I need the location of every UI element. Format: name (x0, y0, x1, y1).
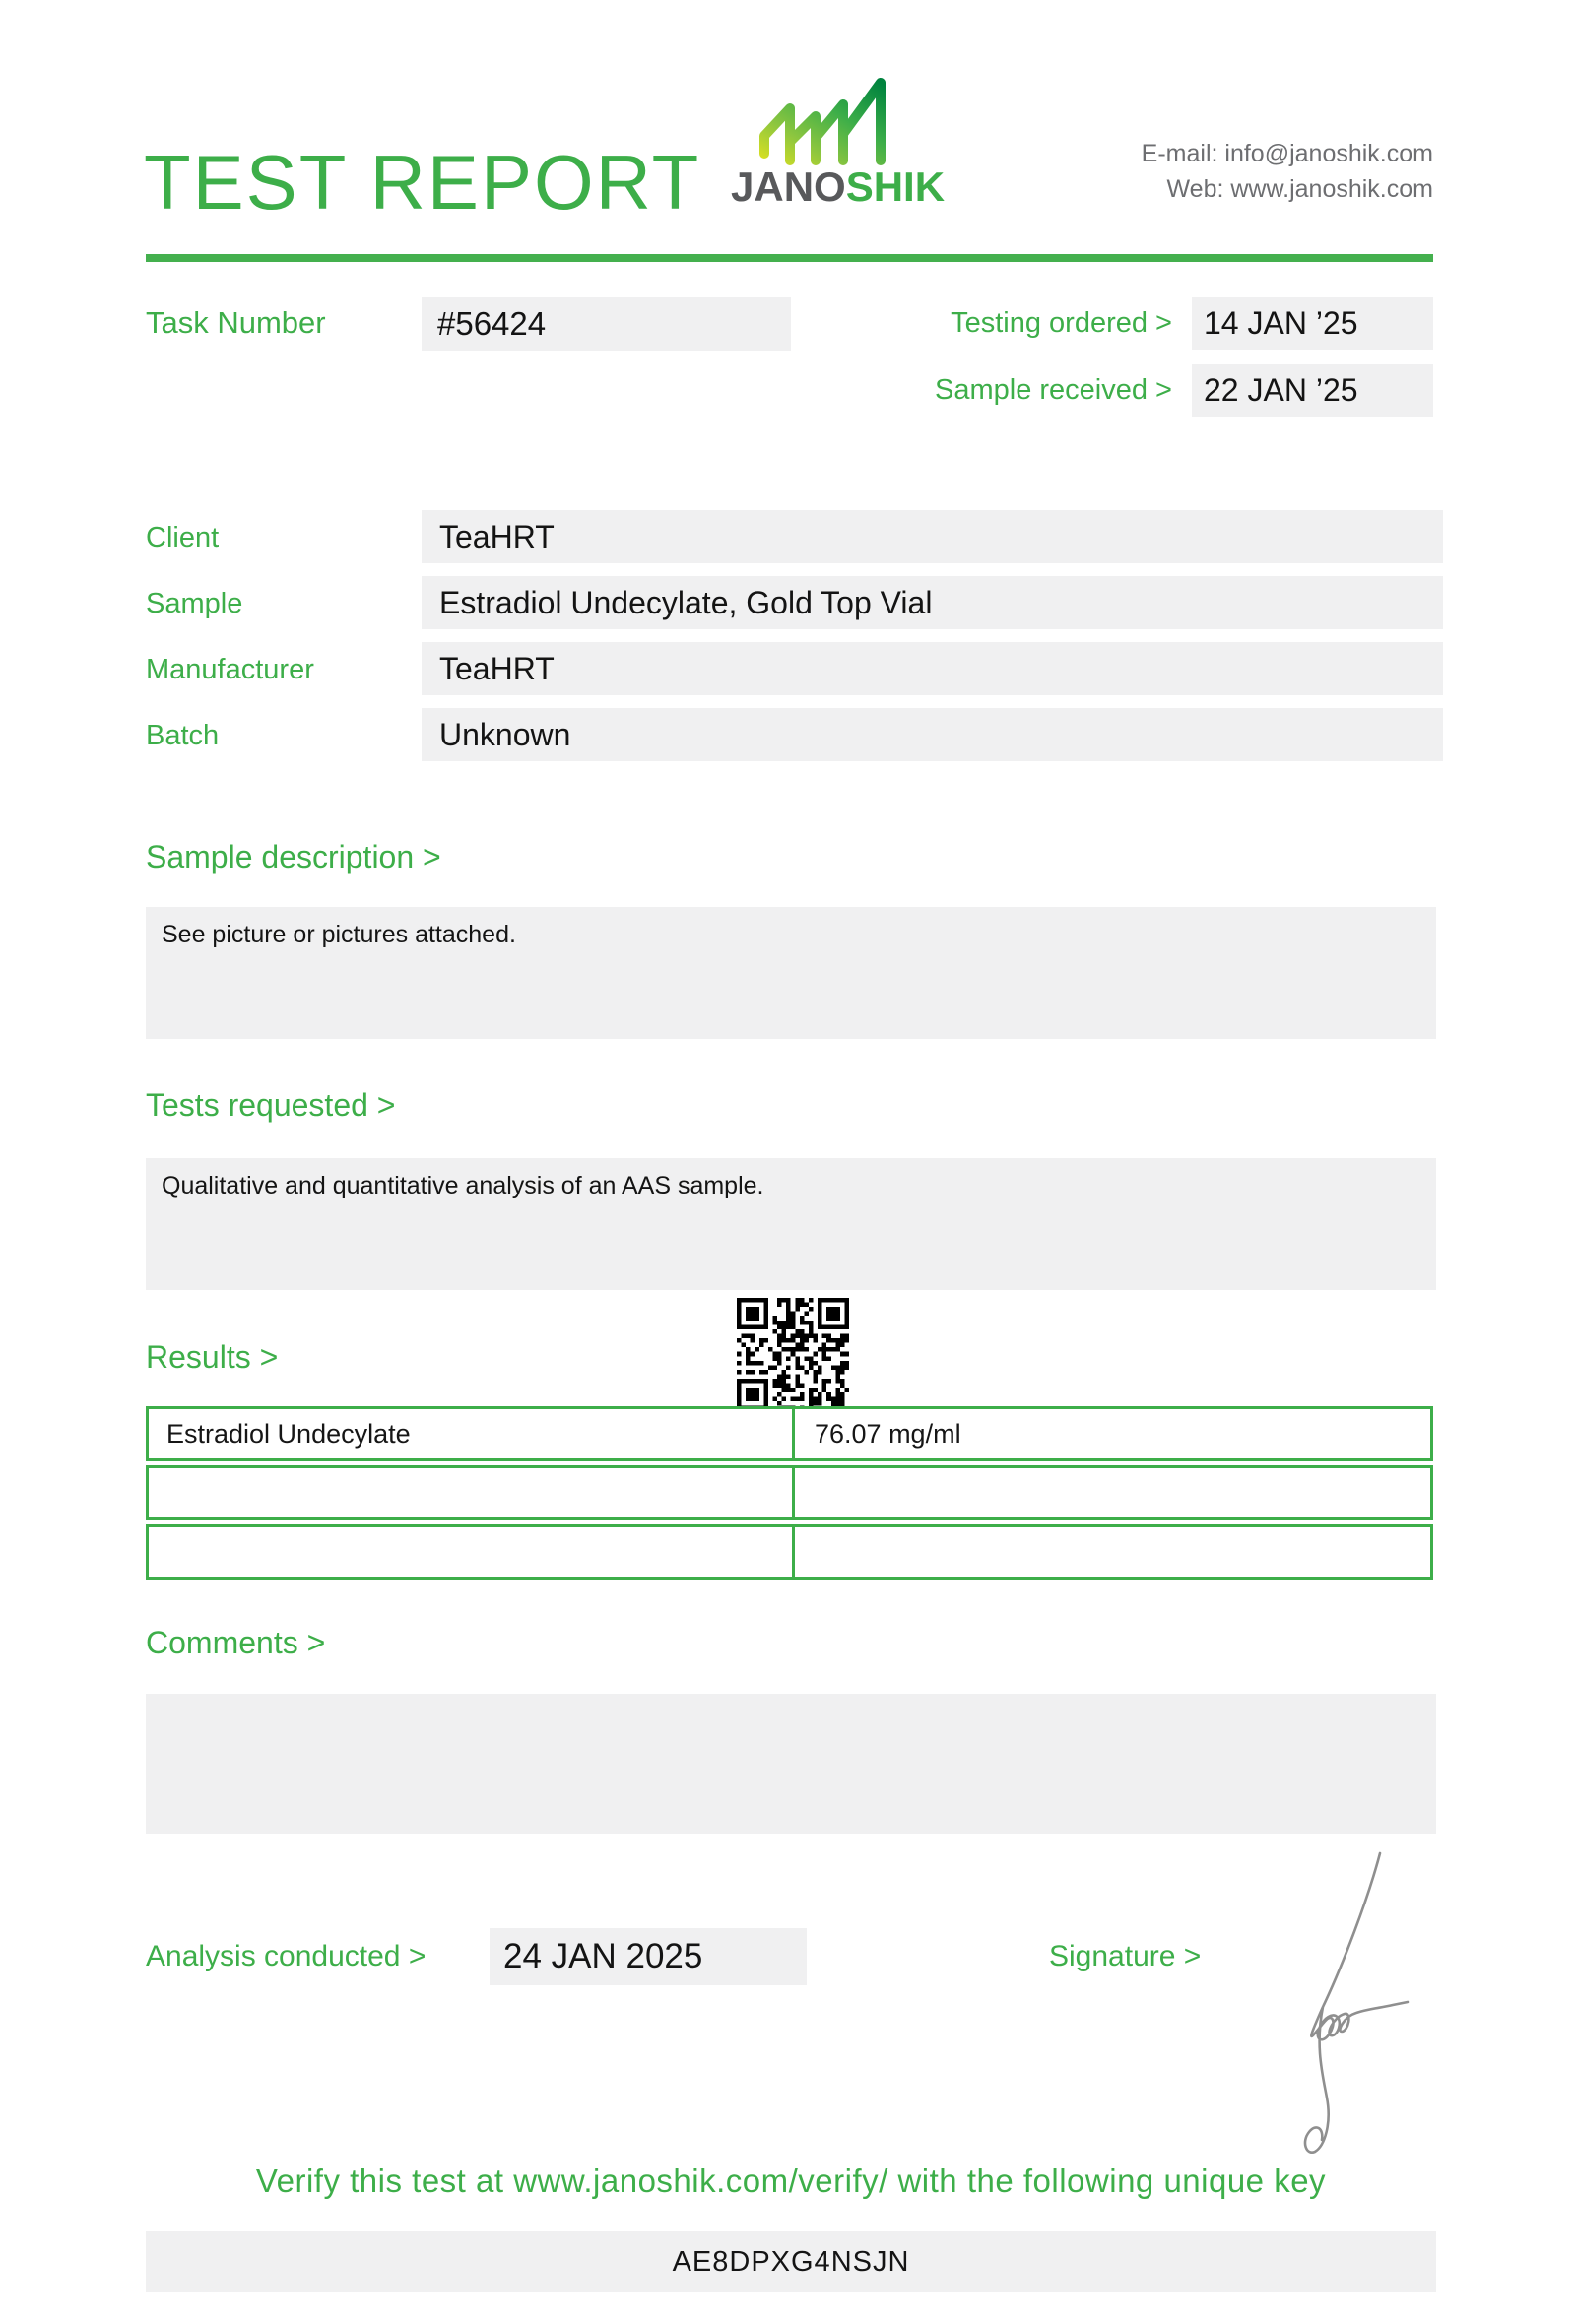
results-heading: Results > (146, 1339, 279, 1375)
batch-value: Unknown (422, 708, 1443, 761)
manufacturer-label: Manufacturer (146, 654, 314, 685)
task-number-value: #56424 (422, 297, 791, 351)
result-value-cell: 76.07 mg/ml (815, 1419, 961, 1449)
contact-email: E-mail: info@janoshik.com (1141, 140, 1433, 167)
batch-label: Batch (146, 720, 220, 751)
results-table-row (146, 1524, 1433, 1580)
sample-value: Estradiol Undecylate, Gold Top Vial (422, 576, 1443, 629)
comments-heading: Comments > (146, 1625, 326, 1660)
result-value-cell (795, 1468, 1430, 1517)
result-substance-cell (149, 1527, 795, 1577)
signature-image (1264, 1847, 1466, 2167)
testing-ordered-date: 14 JAN ’25 (1192, 297, 1433, 350)
client-label: Client (146, 522, 220, 553)
sample-received-label: Sample received > (935, 374, 1172, 406)
manufacturer-value: TeaHRT (422, 642, 1443, 695)
analysis-conducted-label: Analysis conducted > (146, 1940, 427, 1972)
comments-box (146, 1694, 1436, 1834)
result-substance-cell (149, 1468, 795, 1517)
verify-instruction: Verify this test at www.janoshik.com/verify/ with the following unique key (255, 2163, 1327, 2199)
result-value-cell (795, 1527, 1430, 1577)
contact-web: Web: www.janoshik.com (1166, 175, 1433, 203)
sample-label: Sample (146, 588, 243, 619)
logo-text-jano: JANO (731, 163, 846, 210)
growth-chart-icon (751, 77, 918, 167)
signature-label: Signature > (1049, 1940, 1202, 1972)
result-substance-cell: Estradiol Undecylate (149, 1409, 795, 1458)
sample-description-box: See picture or pictures attached. (146, 907, 1436, 1039)
page-title: TEST REPORT (144, 139, 701, 226)
header-divider (146, 254, 1433, 262)
results-table-row (146, 1406, 1433, 1461)
tests-requested-heading: Tests requested > (146, 1087, 396, 1123)
results-table-row (146, 1465, 1433, 1520)
client-value: TeaHRT (422, 510, 1443, 563)
task-number-label: Task Number (146, 305, 326, 340)
sample-description-heading: Sample description > (146, 839, 441, 874)
logo-text-shik: SHIK (845, 163, 946, 210)
contact-block (1142, 136, 1433, 207)
qr-code (737, 1298, 849, 1410)
unique-key-value: AE8DPXG4NSJN (146, 2231, 1436, 2292)
tests-requested-box: Qualitative and quantitative analysis of an AAS sample. (146, 1158, 1436, 1290)
analysis-date-value: 24 JAN 2025 (490, 1928, 807, 1985)
testing-ordered-label: Testing ordered > (951, 307, 1172, 339)
janoshik-logo (731, 77, 946, 211)
logo-wordmark (731, 163, 946, 211)
sample-received-date: 22 JAN ’25 (1192, 364, 1433, 417)
